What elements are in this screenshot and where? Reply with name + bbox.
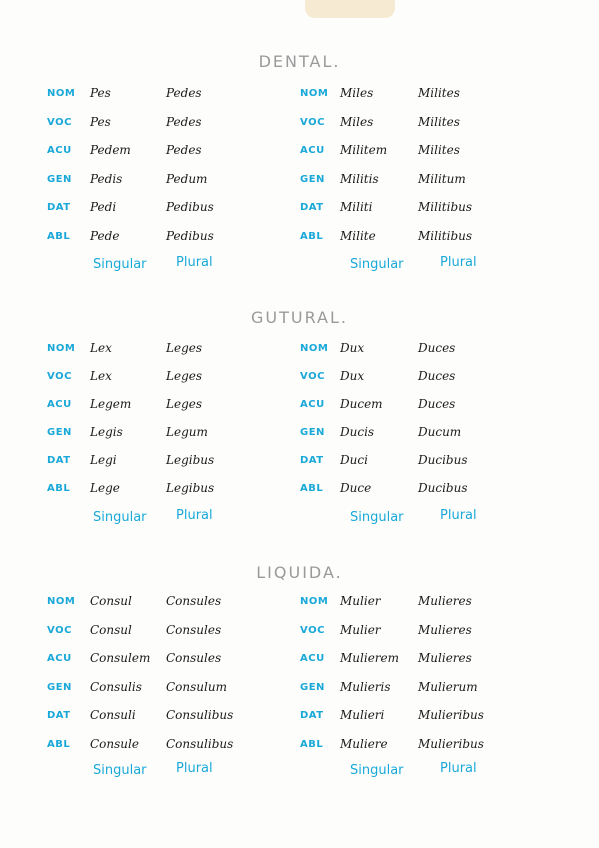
singular-form: Consuli (90, 708, 136, 722)
singular-form: Dux (340, 369, 365, 383)
plural-form: Consules (166, 651, 222, 665)
case-label: DAT (47, 202, 71, 213)
singular-form: Dux (340, 341, 365, 355)
singular-form: Mulieri (340, 708, 385, 722)
plural-form: Ducum (418, 425, 462, 439)
case-label: VOC (300, 624, 325, 636)
singular-form: Ducis (340, 425, 375, 439)
singular-label: Singular (93, 257, 147, 272)
plural-form: Mulieres (418, 651, 472, 665)
singular-form: Consul (90, 622, 132, 637)
singular-form: Mulierem (340, 651, 400, 665)
case-label: VOC (300, 116, 325, 128)
section-title: DENTAL. (258, 52, 341, 71)
case-label: VOC (300, 371, 325, 382)
singular-form: Mulieris (340, 679, 391, 694)
plural-form: Consulum (166, 679, 227, 694)
singular-label: Singular (93, 510, 147, 525)
singular-form: Mulier (340, 594, 381, 608)
section-title: GUTURAL. (250, 308, 348, 327)
case-label: ABL (300, 230, 324, 242)
singular-form: Milite (340, 228, 376, 243)
singular-form: Militi (340, 200, 373, 214)
case-label: DAT (300, 202, 324, 213)
singular-form: Consulis (90, 679, 142, 694)
plural-form: Consulibus (166, 736, 234, 751)
case-label: DAT (300, 710, 324, 721)
singular-form: Pes (90, 86, 111, 100)
plural-form: Pedibus (166, 200, 214, 214)
plural-form: Consulibus (166, 708, 234, 722)
singular-form: Ducem (340, 397, 383, 411)
plural-form: Milites (418, 114, 460, 129)
case-label: DAT (47, 455, 71, 466)
plural-form: Mulieres (418, 622, 472, 637)
singular-form: Pedis (90, 171, 123, 186)
singular-form: Legem (90, 397, 132, 411)
case-label: DAT (47, 710, 71, 721)
case-label: NOM (300, 88, 329, 99)
case-label: GEN (300, 173, 325, 185)
plural-form: Duces (418, 397, 456, 411)
singular-form: Consule (90, 736, 139, 751)
case-label: NOM (300, 343, 329, 354)
plural-form: Milites (418, 86, 460, 100)
plural-label: Plural (176, 508, 213, 523)
singular-label: Singular (350, 763, 404, 778)
plural-form: Leges (166, 369, 203, 383)
case-label: ABL (47, 483, 71, 494)
singular-form: Militem (340, 143, 388, 157)
plural-form: Leges (166, 341, 203, 355)
case-label: GEN (47, 427, 72, 438)
singular-label: Singular (350, 257, 404, 272)
plural-form: Mulieres (418, 594, 472, 608)
section-title: LIQUIDA. (256, 563, 343, 582)
case-label: NOM (47, 88, 76, 99)
case-label: ABL (47, 230, 71, 242)
singular-form: Duci (340, 453, 368, 467)
case-label: ABL (47, 738, 71, 750)
singular-form: Militis (340, 171, 379, 186)
case-label: ACU (47, 653, 72, 664)
case-label: ACU (300, 399, 325, 410)
singular-form: Lege (90, 481, 120, 495)
case-label: ACU (47, 399, 72, 410)
paper-stain (305, 0, 395, 18)
plural-form: Militum (418, 171, 466, 186)
case-label: DAT (300, 455, 324, 466)
case-label: ACU (47, 145, 72, 156)
plural-form: Ducibus (418, 481, 468, 495)
plural-form: Mulieribus (418, 708, 484, 722)
singular-label: Singular (350, 510, 404, 525)
case-label: GEN (47, 681, 72, 693)
case-label: GEN (300, 681, 325, 693)
case-label: ABL (300, 738, 324, 750)
plural-form: Mulierum (418, 679, 478, 694)
singular-form: Lex (90, 369, 112, 383)
plural-form: Militibus (418, 200, 473, 214)
singular-form: Consulem (90, 651, 151, 665)
singular-form: Pedem (90, 143, 131, 157)
singular-form: Legis (90, 425, 123, 439)
case-label: NOM (300, 596, 329, 607)
singular-form: Muliere (340, 736, 388, 751)
singular-form: Miles (340, 114, 374, 129)
plural-form: Legibus (166, 453, 215, 467)
case-label: VOC (47, 624, 72, 636)
case-label: NOM (47, 343, 76, 354)
plural-form: Consules (166, 622, 222, 637)
plural-form: Legum (166, 425, 208, 439)
plural-form: Leges (166, 397, 203, 411)
singular-form: Pedi (90, 200, 117, 214)
case-label: VOC (47, 116, 72, 128)
plural-label: Plural (176, 761, 213, 776)
plural-form: Pedum (166, 171, 208, 186)
plural-form: Militibus (418, 228, 473, 243)
case-label: NOM (47, 596, 76, 607)
plural-label: Plural (440, 761, 477, 776)
singular-form: Consul (90, 594, 132, 608)
case-label: ACU (300, 653, 325, 664)
plural-label: Plural (176, 255, 213, 270)
plural-form: Consules (166, 594, 222, 608)
case-label: ABL (300, 483, 324, 494)
plural-label: Plural (440, 255, 477, 270)
singular-form: Legi (90, 453, 117, 467)
plural-form: Duces (418, 369, 456, 383)
case-label: GEN (47, 173, 72, 185)
plural-form: Pedes (166, 114, 202, 129)
plural-form: Pedes (166, 86, 202, 100)
plural-form: Duces (418, 341, 456, 355)
plural-form: Pedes (166, 143, 202, 157)
singular-form: Miles (340, 86, 374, 100)
singular-form: Pede (90, 228, 120, 243)
singular-form: Lex (90, 341, 112, 355)
plural-label: Plural (440, 508, 477, 523)
plural-form: Legibus (166, 481, 215, 495)
singular-form: Mulier (340, 622, 381, 637)
singular-form: Pes (90, 114, 111, 129)
plural-form: Pedibus (166, 228, 214, 243)
plural-form: Mulieribus (418, 736, 484, 751)
plural-form: Milites (418, 143, 460, 157)
case-label: GEN (300, 427, 325, 438)
plural-form: Ducibus (418, 453, 468, 467)
case-label: ACU (300, 145, 325, 156)
singular-label: Singular (93, 763, 147, 778)
case-label: VOC (47, 371, 72, 382)
singular-form: Duce (340, 481, 372, 495)
